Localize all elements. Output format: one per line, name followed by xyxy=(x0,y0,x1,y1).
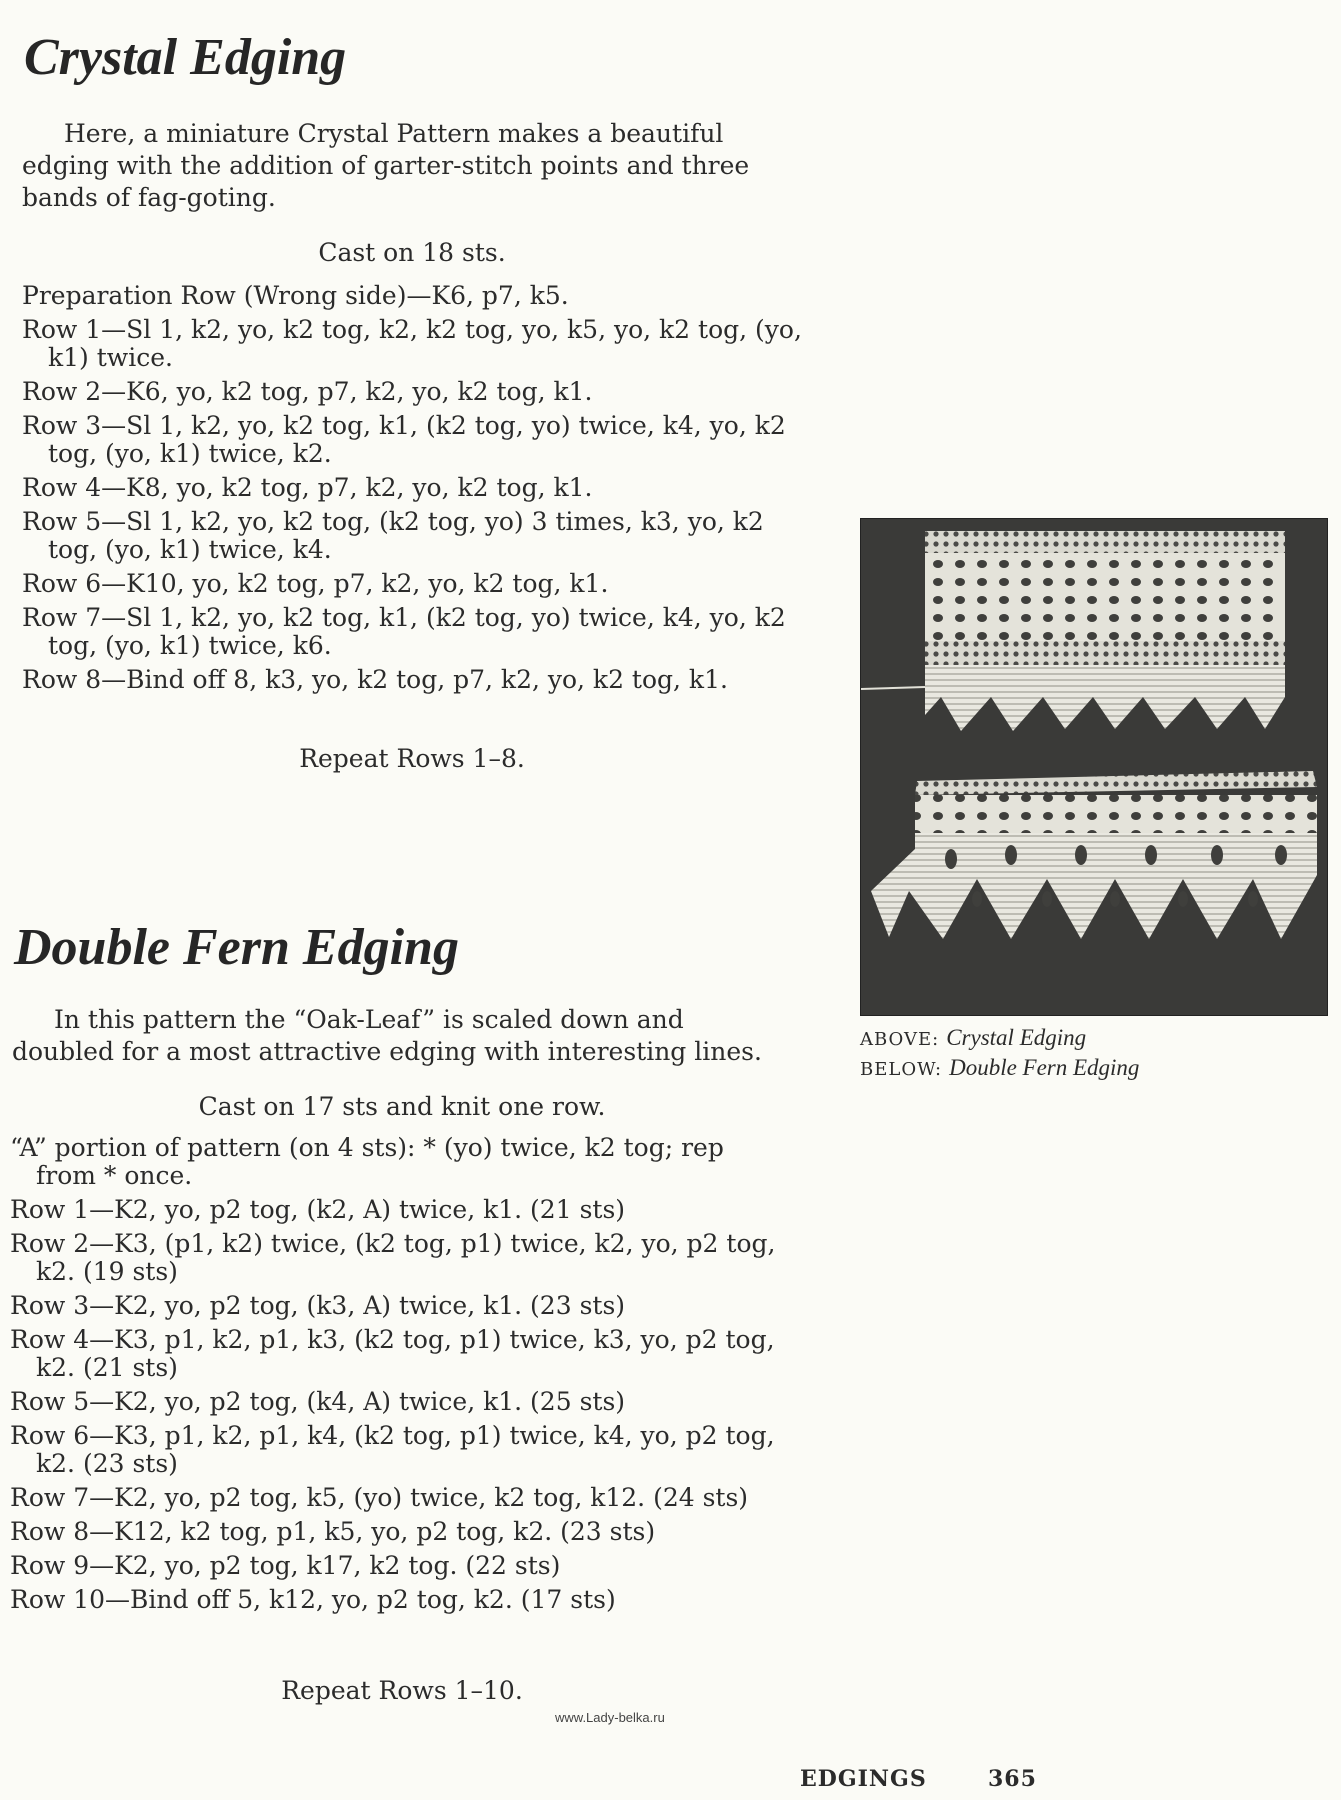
list-item: Row 3—K2, yo, p2 tog, (k3, A) twice, k1. (23 sts) xyxy=(10,1291,626,1320)
list-item: Row 5—Sl 1, k2, yo, k2 tog, (k2 tog, yo) 3 times, k3, yo, k2 tog, (yo, k1) twice, k4. xyxy=(22,507,764,564)
lace-sample-image xyxy=(861,519,1327,1015)
crystal-cast-on: Cast on 18 sts. xyxy=(318,238,506,267)
list-item: Row 6—K3, p1, k2, p1, k4, (k2 tog, p1) twice, k4, yo, p2 tog, k2. (23 sts) xyxy=(10,1421,775,1478)
photo-caption xyxy=(860,1024,1139,1084)
list-item: Row 1—K2, yo, p2 tog, (k2, A) twice, k1. (21 sts) xyxy=(10,1195,626,1224)
list-item: Row 4—K8, yo, k2 tog, p7, k2, yo, k2 tog, k1. xyxy=(22,473,593,502)
crystal-row-list xyxy=(22,282,802,700)
list-item: Row 8—K12, k2 tog, p1, k5, yo, p2 tog, k2. (23 sts) xyxy=(10,1517,656,1546)
watermark-text: www.Lady-belka.ru xyxy=(555,1710,665,1725)
list-item: Row 2—K3, (p1, k2) twice, (k2 tog, p1) twice, k2, yo, p2 tog, k2. (19 sts) xyxy=(10,1229,776,1286)
list-item: Row 7—K2, yo, p2 tog, k5, (yo) twice, k2 tog, k12. (24 sts) xyxy=(10,1483,749,1512)
list-item: Row 1—Sl 1, k2, yo, k2 tog, k2, k2 tog, yo, k5, yo, k2 tog, (yo, k1) twice. xyxy=(22,315,802,372)
caption-below xyxy=(860,1054,1139,1084)
crystal-repeat: Repeat Rows 1–8. xyxy=(299,744,525,773)
caption-above xyxy=(860,1024,1139,1054)
fern-intro: In this pattern the “Oak-Leaf” is scaled down and doubled for a most attractive edging with interesting lines. xyxy=(12,1005,762,1066)
list-item: Row 7—Sl 1, k2, yo, k2 tog, k1, (k2 tog, yo) twice, k4, yo, k2 tog, (yo, k1) twice, k6. xyxy=(22,603,786,660)
fern-row-list xyxy=(10,1134,790,1620)
list-item: “A” portion of pattern (on 4 sts): * (yo) twice, k2 tog; rep from * once. xyxy=(10,1133,724,1190)
list-item: Row 5—K2, yo, p2 tog, (k4, A) twice, k1. (25 sts) xyxy=(10,1387,626,1416)
caption-above-text: Crystal Edging xyxy=(946,1025,1087,1050)
list-item: Row 6—K10, yo, k2 tog, p7, k2, yo, k2 tog, k1. xyxy=(22,569,609,598)
list-item: Preparation Row (Wrong side)—K6, p7, k5. xyxy=(22,281,569,310)
list-item: Row 8—Bind off 8, k3, yo, k2 tog, p7, k2, yo, k2 tog, k1. xyxy=(22,665,728,694)
list-item: Row 2—K6, yo, k2 tog, p7, k2, yo, k2 tog, k1. xyxy=(22,377,593,406)
edging-photo xyxy=(860,518,1328,1016)
fern-title: Double Fern Edging xyxy=(14,919,459,976)
list-item: Row 3—Sl 1, k2, yo, k2 tog, k1, (k2 tog, yo) twice, k4, yo, k2 tog, (yo, k1) twice, k2. xyxy=(22,411,786,468)
list-item: Row 4—K3, p1, k2, p1, k3, (k2 tog, p1) twice, k3, yo, p2 tog, k2. (21 sts) xyxy=(10,1325,775,1382)
fern-cast-on: Cast on 17 sts and knit one row. xyxy=(198,1092,606,1121)
list-item: Row 10—Bind off 5, k12, yo, p2 tog, k2. (17 sts) xyxy=(10,1585,616,1614)
page-number: 365 xyxy=(988,1766,1037,1792)
footer-section: EDGINGS xyxy=(800,1766,927,1792)
fern-repeat: Repeat Rows 1–10. xyxy=(281,1676,523,1705)
caption-below-text: Double Fern Edging xyxy=(949,1055,1140,1080)
crystal-title: Crystal Edging xyxy=(24,29,347,86)
caption-below-label: BELOW: xyxy=(860,1059,943,1080)
caption-above-label: ABOVE: xyxy=(860,1029,940,1050)
list-item: Row 9—K2, yo, p2 tog, k17, k2 tog. (22 sts) xyxy=(10,1551,561,1580)
crystal-intro: Here, a miniature Crystal Pattern makes a beautiful edging with the addition of garter-stitch points and three bands of fag-goting. xyxy=(22,119,750,212)
